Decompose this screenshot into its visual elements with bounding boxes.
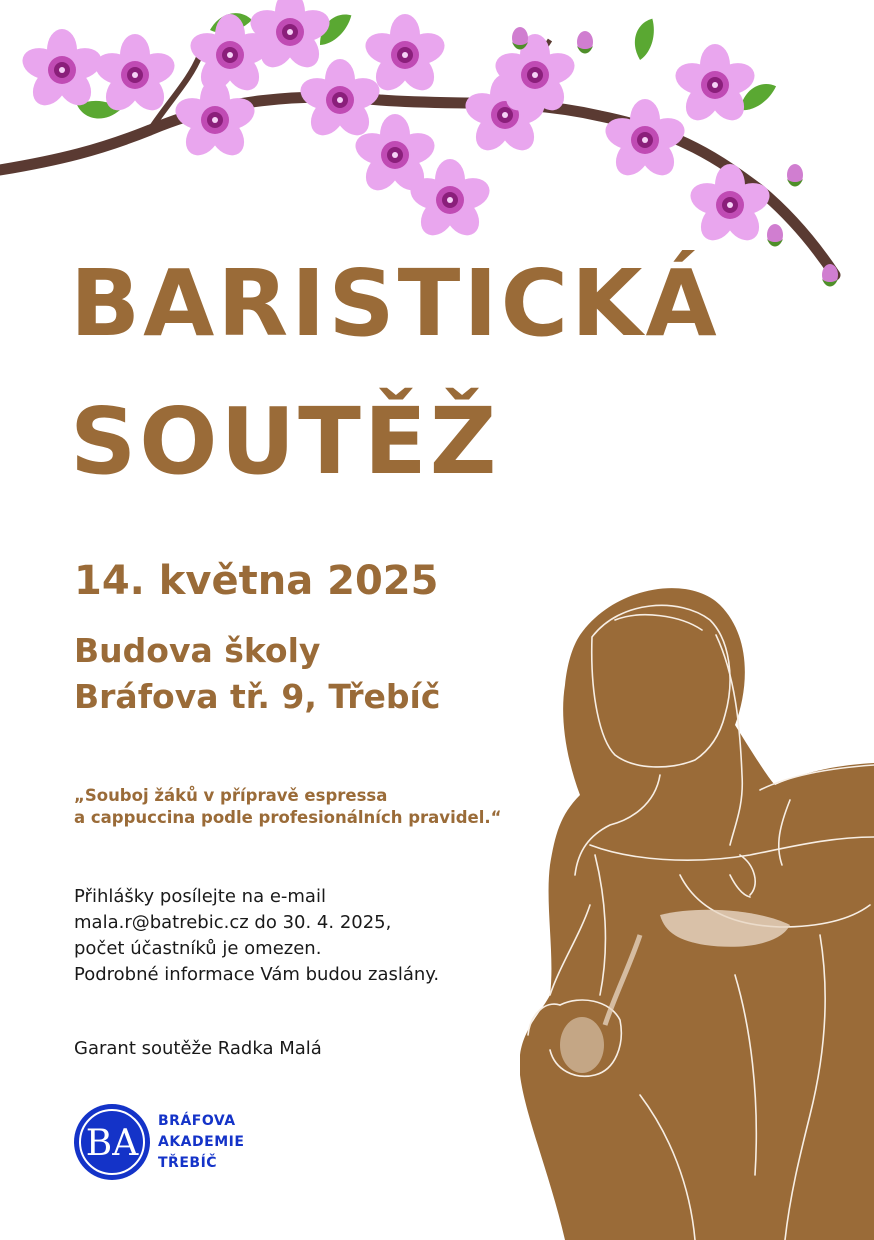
title-line-1: BARISTICKÁ — [70, 250, 720, 357]
school-name — [158, 1111, 244, 1174]
school-name-line: TŘEBÍČ — [158, 1154, 218, 1171]
info-line: Přihlášky posílejte na e-mail — [74, 886, 326, 907]
info-line: Podrobné informace Vám budou zaslány. — [74, 964, 440, 985]
registration-info — [74, 884, 439, 988]
school-logo-mark — [72, 1102, 152, 1182]
event-venue — [74, 628, 440, 720]
info-line: počet účastníků je omezen. — [74, 938, 322, 959]
logo-mark-letters: BA — [85, 1123, 139, 1164]
quote-line: „Souboj žáků v přípravě espressa — [74, 786, 388, 805]
venue-line: Bráfova tř. 9, Třebíč — [74, 677, 441, 716]
school-name-line: AKADEMIE — [158, 1133, 245, 1150]
school-name-line: BRÁFOVA — [158, 1112, 236, 1129]
info-line: mala.r@batrebic.cz do 30. 4. 2025, — [74, 912, 392, 933]
event-quote — [74, 785, 502, 829]
venue-line: Budova školy — [74, 631, 321, 670]
title-line-2: SOUTĚŽ — [70, 388, 500, 495]
event-date: 14. května 2025 — [74, 558, 439, 604]
barista-illustration — [520, 575, 874, 1240]
school-logo — [72, 1102, 244, 1182]
competition-guarantor: Garant soutěže Radka Malá — [74, 1038, 322, 1059]
quote-line: a cappuccina podle profesionálních pravidel.“ — [74, 808, 502, 827]
